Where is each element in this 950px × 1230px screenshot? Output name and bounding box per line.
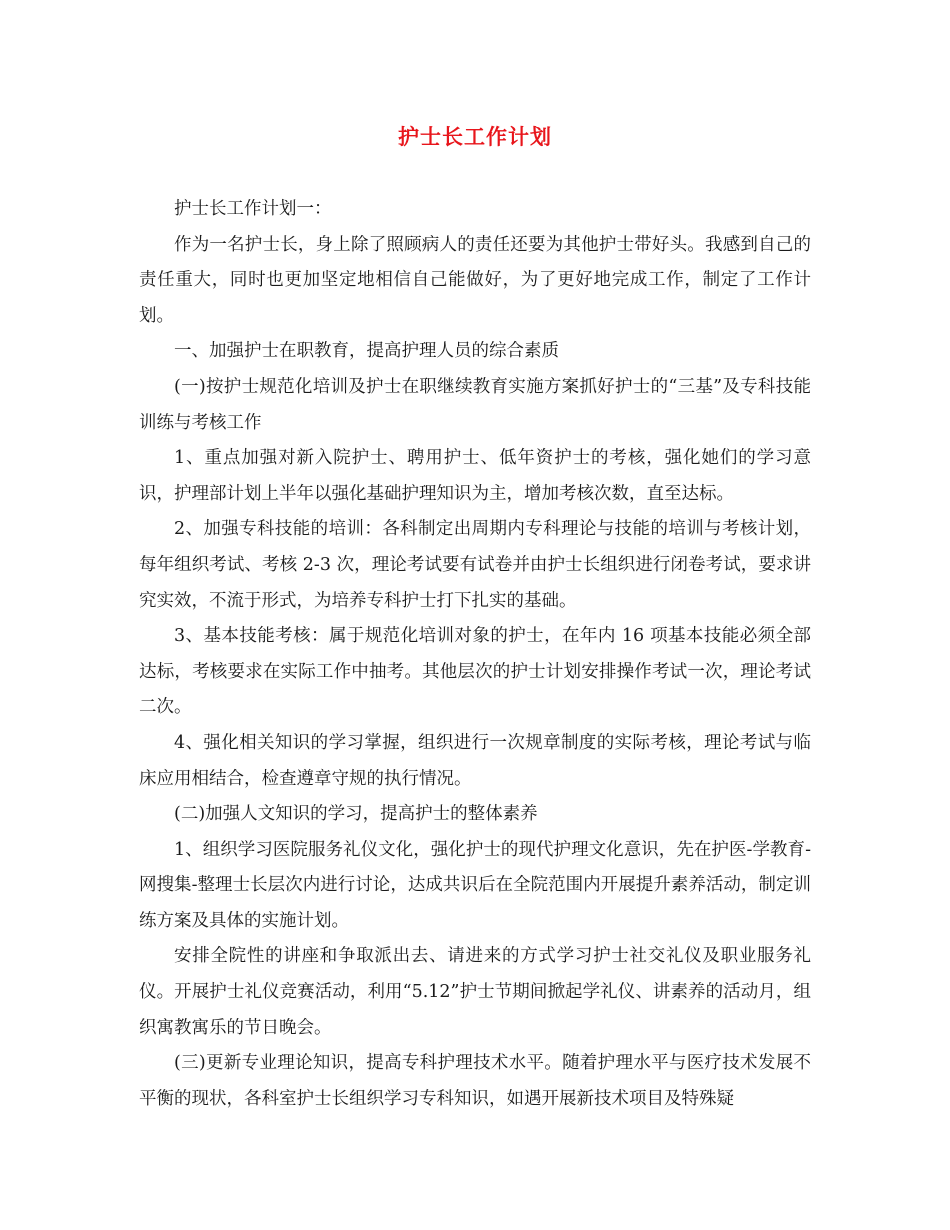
paragraph-intro: 作为一名护士长，身上除了照顾病人的责任还要为其他护士带好头。我感到自己的责任重大，同时也更加坚定地相信自己能做好，为了更好地完成工作，制定了工作计划。	[139, 234, 811, 326]
paragraph-item-3: 3、基本技能考核：属于规范化培训对象的护士，在年内 16 项基本技能必须全部达标，考核要求在实际工作中抽考。其他层次的护士计划安排操作考试一次，理论考试二次。	[139, 626, 811, 718]
document-title: 护士长工作计划	[398, 124, 552, 149]
section-heading-1: 一、加强护士在职教育，提高护理人员的综合素质	[174, 341, 559, 362]
subsection-heading-1: (一)按护士规范化培训及护士在职继续教育实施方案抓好护士的“三基”及专科技能训练与考核工作	[139, 376, 811, 433]
subsection-heading-3: (三)更新专业理论知识，提高专科护理技术水平。随着护理水平与医疗技术发展不平衡的现状，各科室护士长组织学习专科知识，如遇开展新技术项目及特殊疑	[139, 1053, 811, 1109]
paragraph-item-1: 1、重点加强对新入院护士、聘用护士、低年资护士的考核，强化她们的学习意识，护理部计划上半年以强化基础护理知识为主，增加考核次数，直至达标。	[139, 448, 811, 504]
subsection-heading-2: (二)加强人文知识的学习，提高护士的整体素养	[174, 804, 538, 825]
paragraph-item-2: 2、加强专科技能的培训：各科制定出周期内专科理论与技能的培训与考核计划，每年组织考试、考核 2-3 次，理论考试要有试卷并由护士长组织进行闭卷考试，要求讲究实效，不流于形式，为培养专科护士打下扎实的基础。	[139, 519, 811, 611]
paragraph-item-5: 1、组织学习医院服务礼仪文化，强化护士的现代护理文化意识，先在护医-学教育-网搜集-整理士长层次内进行讨论，达成共识后在全院范围内开展提升素养活动，制定训练方案及具体的实施计划。	[139, 839, 811, 931]
document-body	[139, 192, 811, 1117]
paragraph-item-4: 4、强化相关知识的学习掌握，组织进行一次规章制度的实际考核，理论考试与临床应用相结合，检查遵章守规的执行情况。	[139, 732, 811, 789]
paragraph-plan-heading: 护士长工作计划一：	[174, 199, 332, 219]
paragraph-item-6: 安排全院性的讲座和争取派出去、请进来的方式学习护士社交礼仪及职业服务礼仪。开展护士礼仪竞赛活动，利用“5.12”护士节期间掀起学礼仪、讲素养的活动月，组织寓教寓乐的节日晚会。	[139, 946, 811, 1038]
